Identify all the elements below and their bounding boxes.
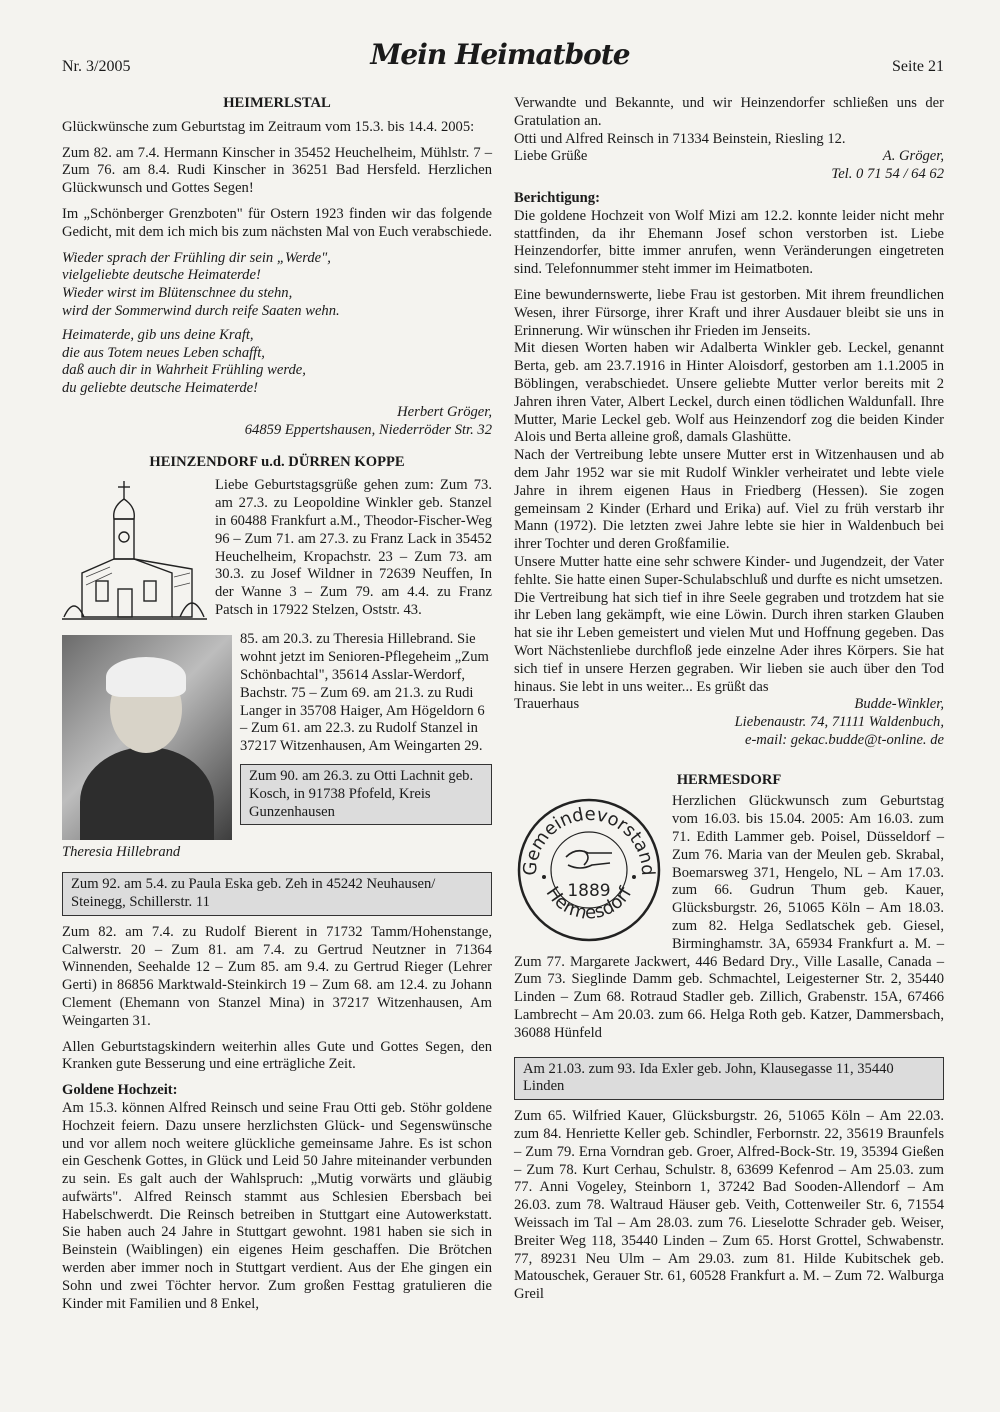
seal-top-text: Gemeindevorstand bbox=[519, 804, 659, 877]
greeting-row bbox=[514, 148, 944, 166]
poem-stanza-1 bbox=[62, 250, 492, 321]
seal-year: 1889 bbox=[567, 881, 611, 902]
poem-line: die aus Totem neues Leben schafft, bbox=[62, 344, 265, 361]
church-illustration bbox=[62, 477, 207, 627]
masthead-logo: Mein Heimatbote bbox=[370, 38, 630, 71]
right-column bbox=[514, 95, 944, 1312]
obituary-signature-row bbox=[514, 696, 944, 714]
photo-frame bbox=[62, 635, 232, 862]
paragraph: Glückwünsche zum Geburtstag im Zeitraum vom 15.3. bis 14.4. 2005: bbox=[62, 118, 475, 135]
paragraph: Im „Schönberger Grenzboten" für Ostern 1923 finden wir das folgende Gedicht, mit dem ich mich bis zum nächsten Mal von Euch verabschiede. bbox=[62, 205, 492, 240]
heading-correction: Berichtigung: bbox=[514, 189, 600, 206]
seal-bottom-text: Hermesdorf bbox=[541, 883, 637, 925]
paragraph: Zum 82. am 7.4. Hermann Kinscher in 35452 Heuchelheim, Mühlstr. 7 – Zum 76. am 8.4. Rudi Kinscher in 36251 Bad Hersfeld. Herzlichen Glückwunsch und Gottes Segen! bbox=[62, 144, 492, 197]
paragraph: Allen Geburtstagskindern weiterhin alles Gute und Gottes Segen, den Kranken gute Besserung und eine erträgliche Zeit. bbox=[62, 1038, 492, 1073]
obituary-email: e-mail: gekac.budde@t-online. de bbox=[744, 731, 944, 748]
signature-name: Herbert Gröger, bbox=[397, 403, 492, 420]
paragraph-obituary: Mit diesen Worten haben wir Adalberta Winkler geb. Leckel, genannt Berta, geb. am 23.7.1916 in Hinter Aloisdorf, gestorben am 1.1.2005 in Böblingen, verabschiedet. Unsere geliebte Mutter verlor bereits mit 2 Jahren ihren Vater, Albert Leckel, durch einen tödlichen Waldunfall. Ihre Mutter, Marie Leckel geb. Wolf aus Heinzendorf zog die beiden Kinder Alois und Berta alleine groß, damals Glashütte. bbox=[514, 340, 944, 446]
community-seal bbox=[514, 795, 664, 945]
page-number: Seite 21 bbox=[892, 58, 944, 75]
poem-line: Wieder wirst im Blütenschnee du stehn, bbox=[62, 285, 293, 302]
highlight-box-paula: Zum 92. am 5.4. zu Paula Eska geb. Zeh in 45242 Neuhausen/ Steinegg, Schillerstr. 11 bbox=[62, 872, 492, 916]
section-title-heimerlstal: HEIMERLSTAL bbox=[223, 95, 331, 111]
poem-line: daß auch dir in Wahrheit Frühling werde, bbox=[62, 362, 306, 379]
paragraph: Verwandte und Bekannte, und wir Heinzendorfer schließen uns der Gratulation an. bbox=[514, 95, 944, 129]
poem-line: vielgeliebte deutsche Heimaterde! bbox=[62, 267, 261, 284]
greeting-signature: A. Gröger, bbox=[882, 148, 944, 165]
greeting-text: Liebe Grüße bbox=[514, 148, 588, 165]
signature-address: 64859 Eppertshausen, Niederröder Str. 32 bbox=[244, 421, 492, 438]
section-title-heinzendorf: HEINZENDORF u.d. DÜRREN KOPPE bbox=[149, 453, 405, 470]
issue-number: Nr. 3/2005 bbox=[62, 58, 131, 75]
paragraph-hermesdorf-more: Zum 65. Wilfried Kauer, Glücksburgstr. 26, 51065 Köln – Am 22.03. zum 84. Henriette Keller geb. Schindler, Ferbornstr. 22, 35619 Braunfels – Zum 79. Erna Vorndran geb. Groer, Alfred-Bock-Str. 19, 35394 Gießen – Zum 78. Kurt Cerhau, Schulstr. 8, 63699 Kefenrod – Am 25.03. zum 77. Anni Vogeley, Steinborn 1, 37242 Bad Sooden-Allendorf – Am 26.03. zum 78. Waltraud Häuser geb. Veith, Cottenweiler Str. 6, 71554 Weissach im Tal – Am 28.03. zum 76. Lieselotte Schrader geb. Weiser, Breiter Weg 118, 35440 Linden – Zum 65. Horst Grottel, Schwabenstr. 77, 89231 Neu Ulm – Am 29.03. zum 81. Hilde Kubitschek geb. Matouschek, Gerauer Str. 61, 60528 Frankfurt a. M. – Zum 72. Walburga Greil bbox=[514, 1108, 944, 1303]
poem-line: wird der Sommerwind durch reife Saaten wehn. bbox=[62, 302, 340, 319]
address-line: Otti und Alfred Reinsch in 71334 Beinstein, Riesling 12. bbox=[514, 130, 846, 147]
telephone-number: Tel. 0 71 54 / 64 62 bbox=[831, 166, 944, 183]
left-column bbox=[62, 95, 492, 1321]
poem-line: Wieder sprach der Frühling dir sein „Werde", bbox=[62, 249, 331, 266]
paragraph-obituary: Die Vertreibung hat sich tief in ihre Seele gegraben und trotzdem hat sie ihr Leben lang gekämpft, wie eine Löwin. Durch ihren starken Glauben hat sie ihr Leben gemeistert und vielen Mut und Hoffnung gegeben. Das Wort Nächstenliebe durchfloß jede einzelne Ader ihres Körpers. Sie hat sich tief in unsere Herzen gegraben. Wir lieben sie auch über den Tod hinaus. Sie lebt in uns weiter... Es grüßt das bbox=[514, 589, 944, 695]
paragraph-hermesdorf-birthdays: Herzlichen Glückwunsch zum Geburtstag vom 16.03. bis 15.04. 2005: Am 16.03. zum 71. Edith Lammer geb. Poisel, Düsseldorf – Zum 76. Maria van der Meulen geb. Skrabal, Boemarsweg 371, Hengelo, NL – Am 17.03. zum 66. Gudrun Thum geb. Kauer, Glücksburgstr. 26, 51065 Köln – Am 18.03. zum 82. Helga Sedlatschek geb. Giesel, Birminghamstr. 3A, 65934 Frankfurt a. M. – Zum 77. Margarete Jackwert, 446 Bedard Dry., Ville Lasalle, Canada – Zum 73. Sieglinde Damm geb. Schmachtel, Leigesterner Str. 2, 35440 Linden – Zum 68. Rotraud Stadler geb. Zillich, Grabenstr. 15A, 67466 Lambrecht – Am 20.03. zum 66. Helga Roth geb. Katzer, Dammersbach, 36088 Hünfeld bbox=[514, 793, 944, 1041]
paragraph-golden-wedding: Am 15.3. können Alfred Reinsch und seine Frau Otti geb. Stöhr goldene Hochzeit feiern. Dazu unsere herzlichsten Glück- und Segenswünsche und vor allem noch weitere glückliche gemeinsame Jahre. Es ist schon ein Geschenk Gottes, in Glück und Leid 50 Jahre miteinander verbunden zu sein. Es galt auch der Wahlspruch: „Mutig vorwärts und gläubig aufwärts". Alfred Reinsch stammt aus Schlesien Ebersbach bei Habelschwerdt. Die Reinsch betreiben in Stuttgart eine Autowerkstatt. Sie haben auch 24 Jahre in Stuttgart gewohnt. 1981 haben sie sich in Beinstein (Waiblingen) ein eigenes Heim geschaffen. Die Brötchen werden aber immer noch in Stuttgart verdient. Aus der Ehe gingen ein Sohn und zwei Töchter hervor. Zum großen Festtag gratulieren die Kinder mit Familien und 8 Enkel, bbox=[62, 1099, 492, 1312]
section-title-hermesdorf: HERMESDORF bbox=[676, 771, 782, 788]
obituary-trauerhaus: Trauerhaus bbox=[514, 696, 580, 713]
svg-text:Gemeindevorstand bbox=[520, 804, 659, 876]
highlight-box-otti: Zum 90. am 26.3. zu Otti Lachnit geb. Kosch, in 91738 Pfofeld, Kreis Gunzenhausen bbox=[240, 764, 492, 825]
paragraph: Zum 82. am 7.4. zu Rudolf Bierent in 71732 Tamm/Hohenstange, Calwerstr. 20 – Zum 81. am 7.4. zu Gertrud Neutzner in 71364 Winnenden, Seehalde 12 – Zum 85. am 9.4. zu Gertrud Rieger (Lehrer Gerti) in 86856 Marktwald-Steinkirch 19 – Zum 68. am 12.4. zu Johann Clement (Ehemann von Stanzel Mina) in 37217 Witzenhausen, Am Weingarten 31. bbox=[62, 923, 492, 1029]
poem-stanza-2 bbox=[62, 327, 492, 398]
obituary-address: Liebenaustr. 74, 71111 Waldenbuch, bbox=[734, 714, 944, 731]
paragraph-correction: Die goldene Hochzeit von Wolf Mizi am 12.2. konnte leider nicht mehr stattfinden, da ihr Ehemann Josef schon verstorben ist. Liebe Heinzendorfer, bitte immer anrufen, wenn Veränderungen eingetreten sind. Telefonnummer steht immer im Heimatboten. bbox=[514, 207, 944, 278]
photo-caption: Theresia Hillebrand bbox=[62, 844, 181, 861]
paragraph-theresia: 85. am 20.3. zu Theresia Hillebrand. Sie wohnt jetzt im Senioren-Pflegeheim „Zum Schönbachtal", 35614 Asslar-Werdorf, Bachstr. 75 – Zum 69. am 21.3. zu Rudi Langer in 35708 Haiger, Am Högeldorn 6 – Zum 61. am 22.3. zu Rudolf Stanzel in 37217 Witzenhausen, Am Weingarten 29. bbox=[240, 631, 489, 755]
paragraph-obituary: Unsere Mutter hatte eine sehr schwere Kinder- und Jugendzeit, der Vater fehlte. Sie hatte einen Super-Schulabschluß und durfte es nicht umsetzen. bbox=[514, 553, 944, 588]
paragraph-birthday-greetings: Liebe Geburtstagsgrüße gehen zum: Zum 73. am 27.3. zu Leopoldine Winkler geb. Stanzel in 60488 Frankfurt a.M., Theodor-Fischer-Weg 96 – Zum 71. am 27.3. zu Franz Lack in 35452 Heuchelheim, Kropachstr. 23 – Zum 73. am 30.3. zu Josef Wildner in 72639 Neuffen, In der Wanne 3 – Zum 79. am 4.4. zu Franz Patsch in 17922 Stelzen, Oststr. 43. bbox=[215, 477, 492, 618]
paragraph-obituary: Eine bewundernswerte, liebe Frau ist gestorben. Mit ihrem freundlichen Wesen, ihrer Fürsorge, ihrer Kraft und ihrer Ausdauer bleibt sie uns in Erinnerung. Wir wünschen ihr Frieden im Jenseits. bbox=[514, 286, 944, 339]
obituary-signature: Budde-Winkler, bbox=[854, 696, 944, 713]
poem-line: du geliebte deutsche Heimaterde! bbox=[62, 380, 258, 397]
poem-line: Heimaterde, gib uns deine Kraft, bbox=[62, 326, 254, 343]
portrait-photo bbox=[62, 635, 232, 840]
highlight-box-ida: Am 21.03. zum 93. Ida Exler geb. John, Klausegasse 11, 35440 Linden bbox=[514, 1057, 944, 1101]
heading-golden-wedding: Goldene Hochzeit: bbox=[62, 1082, 178, 1099]
paragraph-obituary: Nach der Vertreibung lebte unsere Mutter erst in Witzenhausen und ab dem Jahr 1952 war sie mit Rudolf Winkler verheiratet und lebte viele Jahre in ihrem eigenen Haus in Friedberg (Hessen). Sie zogen gemeinsam 2 Kinder (Erhard und Erika) auf. Viel zu früh verstarb ihr Mann (1972). Die letzten zwei Jahre lebte sie hier in Waldenbuch bei ihrer Tochter und deren Großfamilie. bbox=[514, 447, 944, 553]
